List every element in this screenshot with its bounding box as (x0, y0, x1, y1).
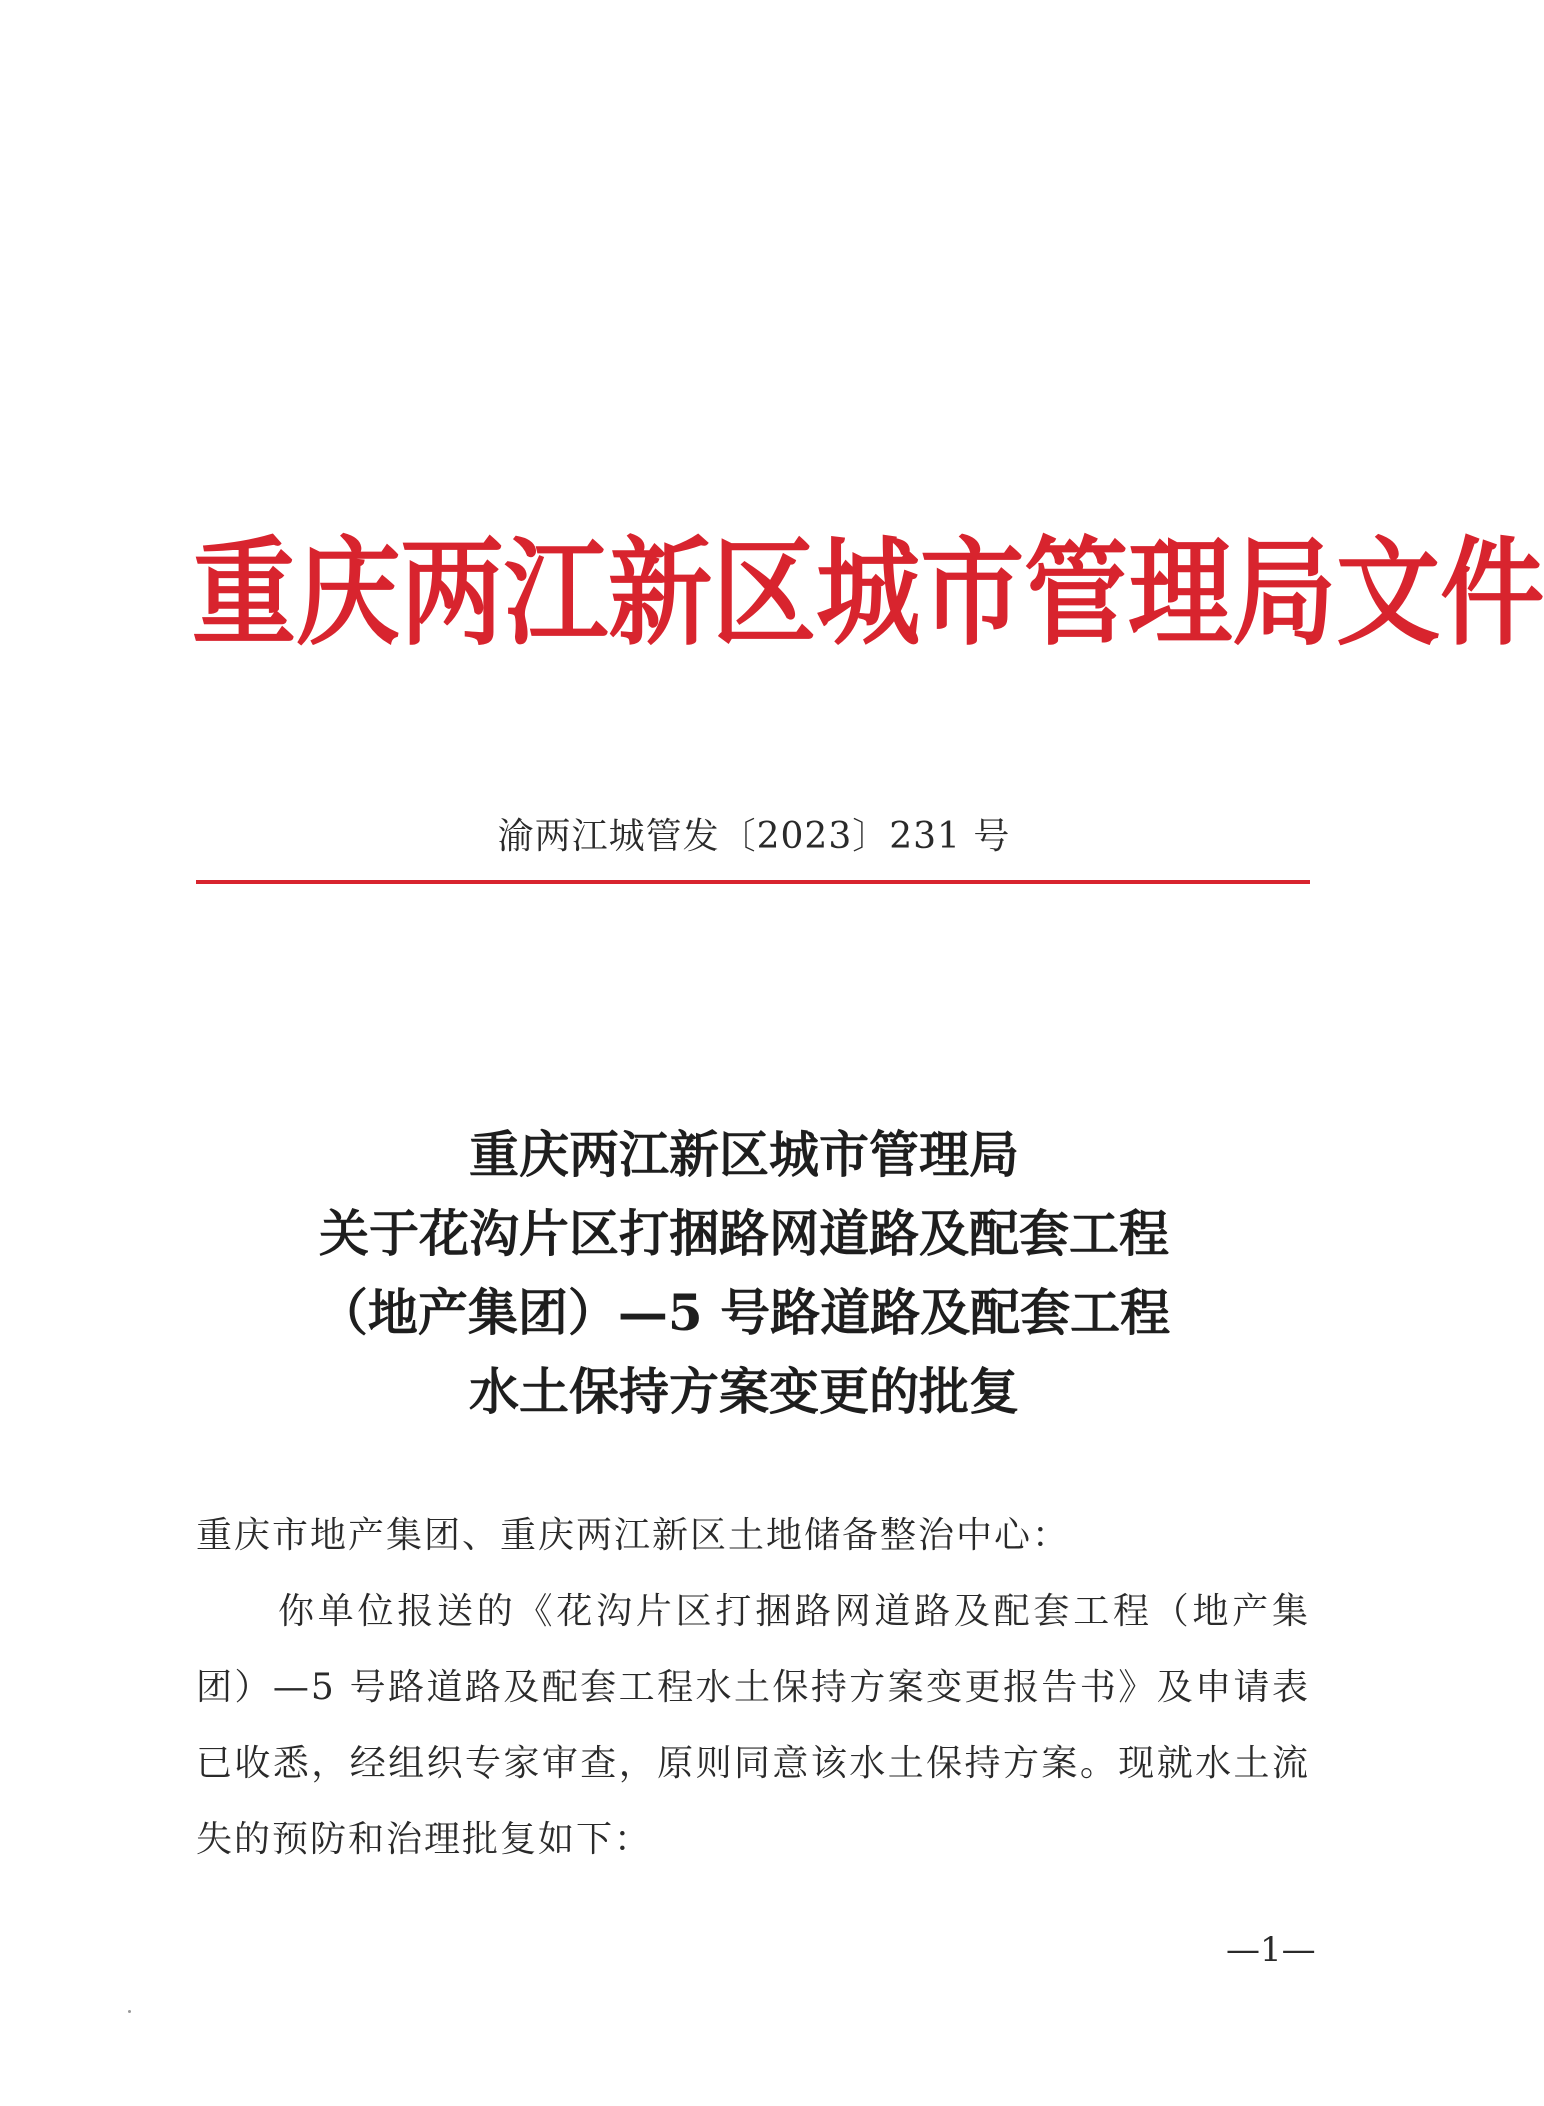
header-title-char: 区 (712, 523, 817, 662)
issuing-authority-header (192, 509, 1544, 677)
scan-speck (128, 2010, 131, 2013)
header-title-char: 重 (192, 523, 297, 662)
header-title-char: 局 (1232, 523, 1337, 662)
header-title-char: 件 (1440, 523, 1544, 662)
body-text (196, 1498, 1310, 1878)
header-title-char: 新 (608, 523, 713, 662)
header-title-char: 江 (504, 523, 609, 662)
page-number: —1— (1226, 1930, 1316, 1970)
header-title-char: 两 (400, 523, 505, 662)
reply-title-line: 重庆两江新区城市管理局 (469, 1125, 1019, 1184)
header-title-char: 市 (920, 523, 1025, 662)
header-title-char: 文 (1336, 523, 1441, 662)
header-title-char: 管 (1024, 523, 1129, 662)
reply-title-line: （地产集团）—5 号路道路及配套工程 (317, 1283, 1171, 1342)
body-paragraph: 你单位报送的《花沟片区打捆路网道路及配套工程（地产集团）—5 号路道路及配套工程水土保持方案变更报告书》及申请表已收悉，经组织专家审查，原则同意该水土保持方案。现就水土流失的预防和治理批复如下： (196, 1591, 1310, 1860)
document-number: 渝两江城管发〔2023〕231 号 (497, 816, 1011, 857)
reply-title (0, 1115, 1488, 1431)
reply-title-line: 水土保持方案变更的批复 (469, 1362, 1019, 1421)
reply-title-line: 关于花沟片区打捆路网道路及配套工程 (319, 1204, 1169, 1263)
header-title-char: 城 (816, 523, 921, 662)
header-title-char: 庆 (296, 523, 401, 662)
header-title-char: 理 (1128, 523, 1233, 662)
addressee: 重庆市地产集团、重庆两江新区土地储备整治中心： (196, 1515, 1071, 1556)
red-divider-line (196, 880, 1310, 884)
